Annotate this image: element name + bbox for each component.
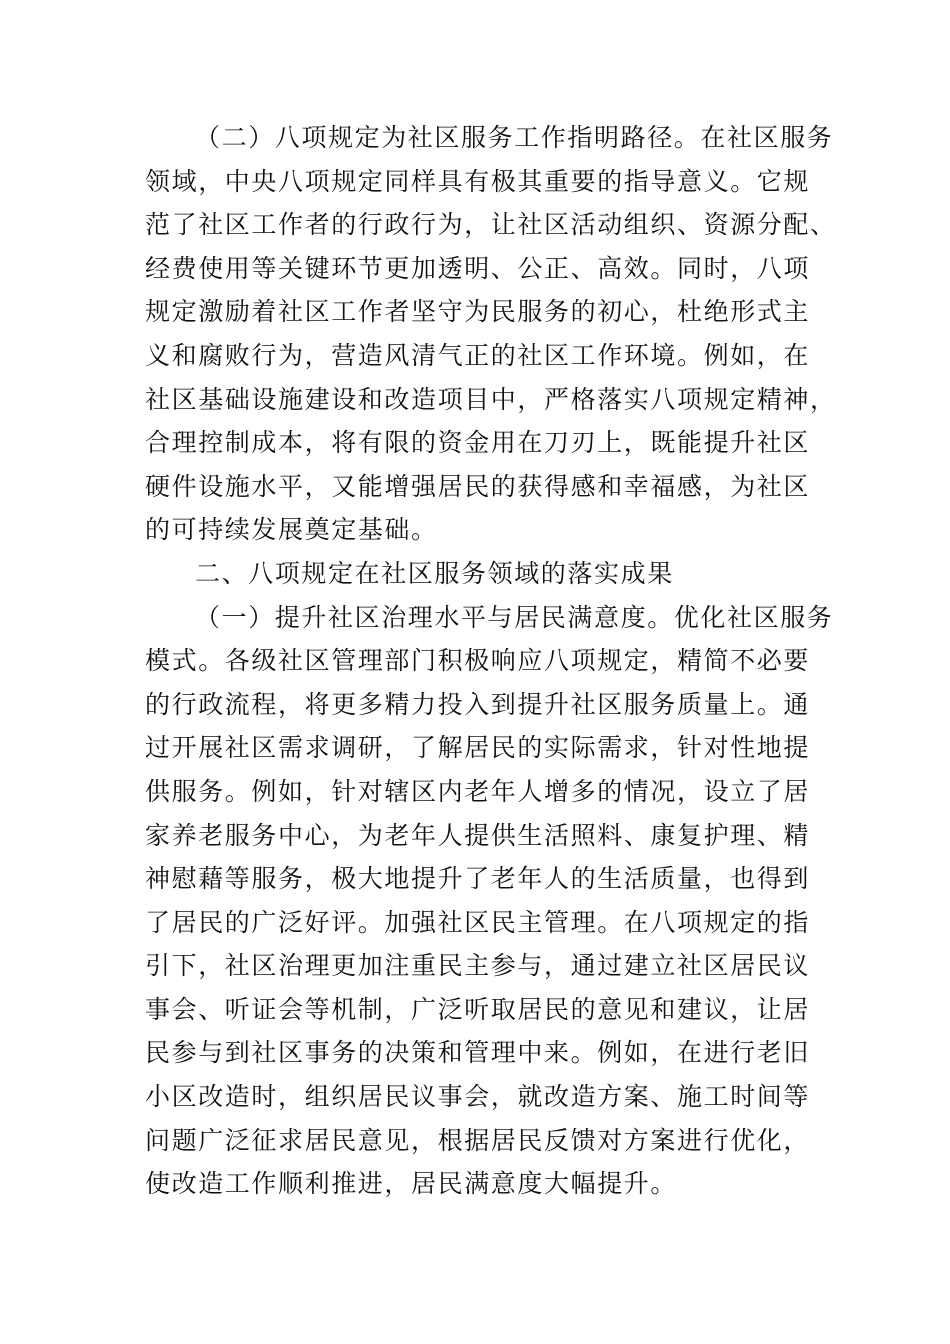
paragraph-line: 义和腐败行为，营造风清气正的社区工作环境。例如，在 (145, 340, 811, 370)
paragraph-line: 民参与到社区事务的决策和管理中来。例如，在进行老旧 (145, 1038, 811, 1068)
document-body (145, 116, 837, 1206)
paragraph-line: 领域，中央八项规定同样具有极其重要的指导意义。它规 (145, 166, 811, 196)
paragraph-line: 模式。各级社区管理部门积极响应八项规定，精简不必要 (145, 646, 811, 676)
paragraph-line: 了居民的广泛好评。加强社区民主管理。在八项规定的指 (145, 907, 811, 937)
paragraph-line: 神慰藉等服务，极大地提升了老年人的生活质量，也得到 (145, 864, 811, 894)
paragraph-line: 的行政流程，将更多精力投入到提升社区服务质量上。通 (145, 689, 811, 719)
paragraph-line: 经费使用等关键环节更加透明、公正、高效。同时，八项 (145, 253, 811, 283)
paragraph-heading-1-line-1: （一）提升社区治理水平与居民满意度。优化社区服务 (195, 602, 834, 632)
paragraph-line: 过开展社区需求调研，了解居民的实际需求，针对性地提 (145, 733, 811, 763)
paragraph-line: 规定激励着社区工作者坚守为民服务的初心，杜绝形式主 (145, 297, 811, 327)
paragraph-line: 家养老服务中心，为老年人提供生活照料、康复护理、精 (145, 820, 811, 850)
paragraph-line: 事会、听证会等机制，广泛听取居民的意见和建议，让居 (145, 994, 811, 1024)
paragraph-line: 合理控制成本，将有限的资金用在刀刃上，既能提升社区 (145, 428, 811, 458)
paragraph-line: 供服务。例如，针对辖区内老年人增多的情况，设立了居 (145, 776, 811, 806)
paragraph-heading-2-line-1: （二）八项规定为社区服务工作指明路径。在社区服务 (195, 123, 834, 152)
paragraph-line: 的可持续发展奠定基础。 (145, 515, 438, 545)
paragraph-line: 范了社区工作者的行政行为，让社区活动组织、资源分配、 (145, 210, 837, 240)
paragraph-line: 使改造工作顺利推进，居民满意度大幅提升。 (145, 1169, 678, 1199)
paragraph-line: 社区基础设施建设和改造项目中，严格落实八项规定精神， (145, 384, 837, 414)
paragraph-line: 硬件设施水平，又能增强居民的获得感和幸福感，为社区 (145, 471, 811, 501)
paragraph-line: 小区改造时，组织居民议事会，就改造方案、施工时间等 (145, 1082, 811, 1112)
paragraph-line: 问题广泛征求居民意见，根据居民反馈对方案进行优化， (145, 1125, 811, 1155)
section-heading: 二、八项规定在社区服务领域的落实成果 (195, 558, 674, 588)
paragraph-line: 引下，社区治理更加注重民主参与，通过建立社区居民议 (145, 951, 811, 981)
